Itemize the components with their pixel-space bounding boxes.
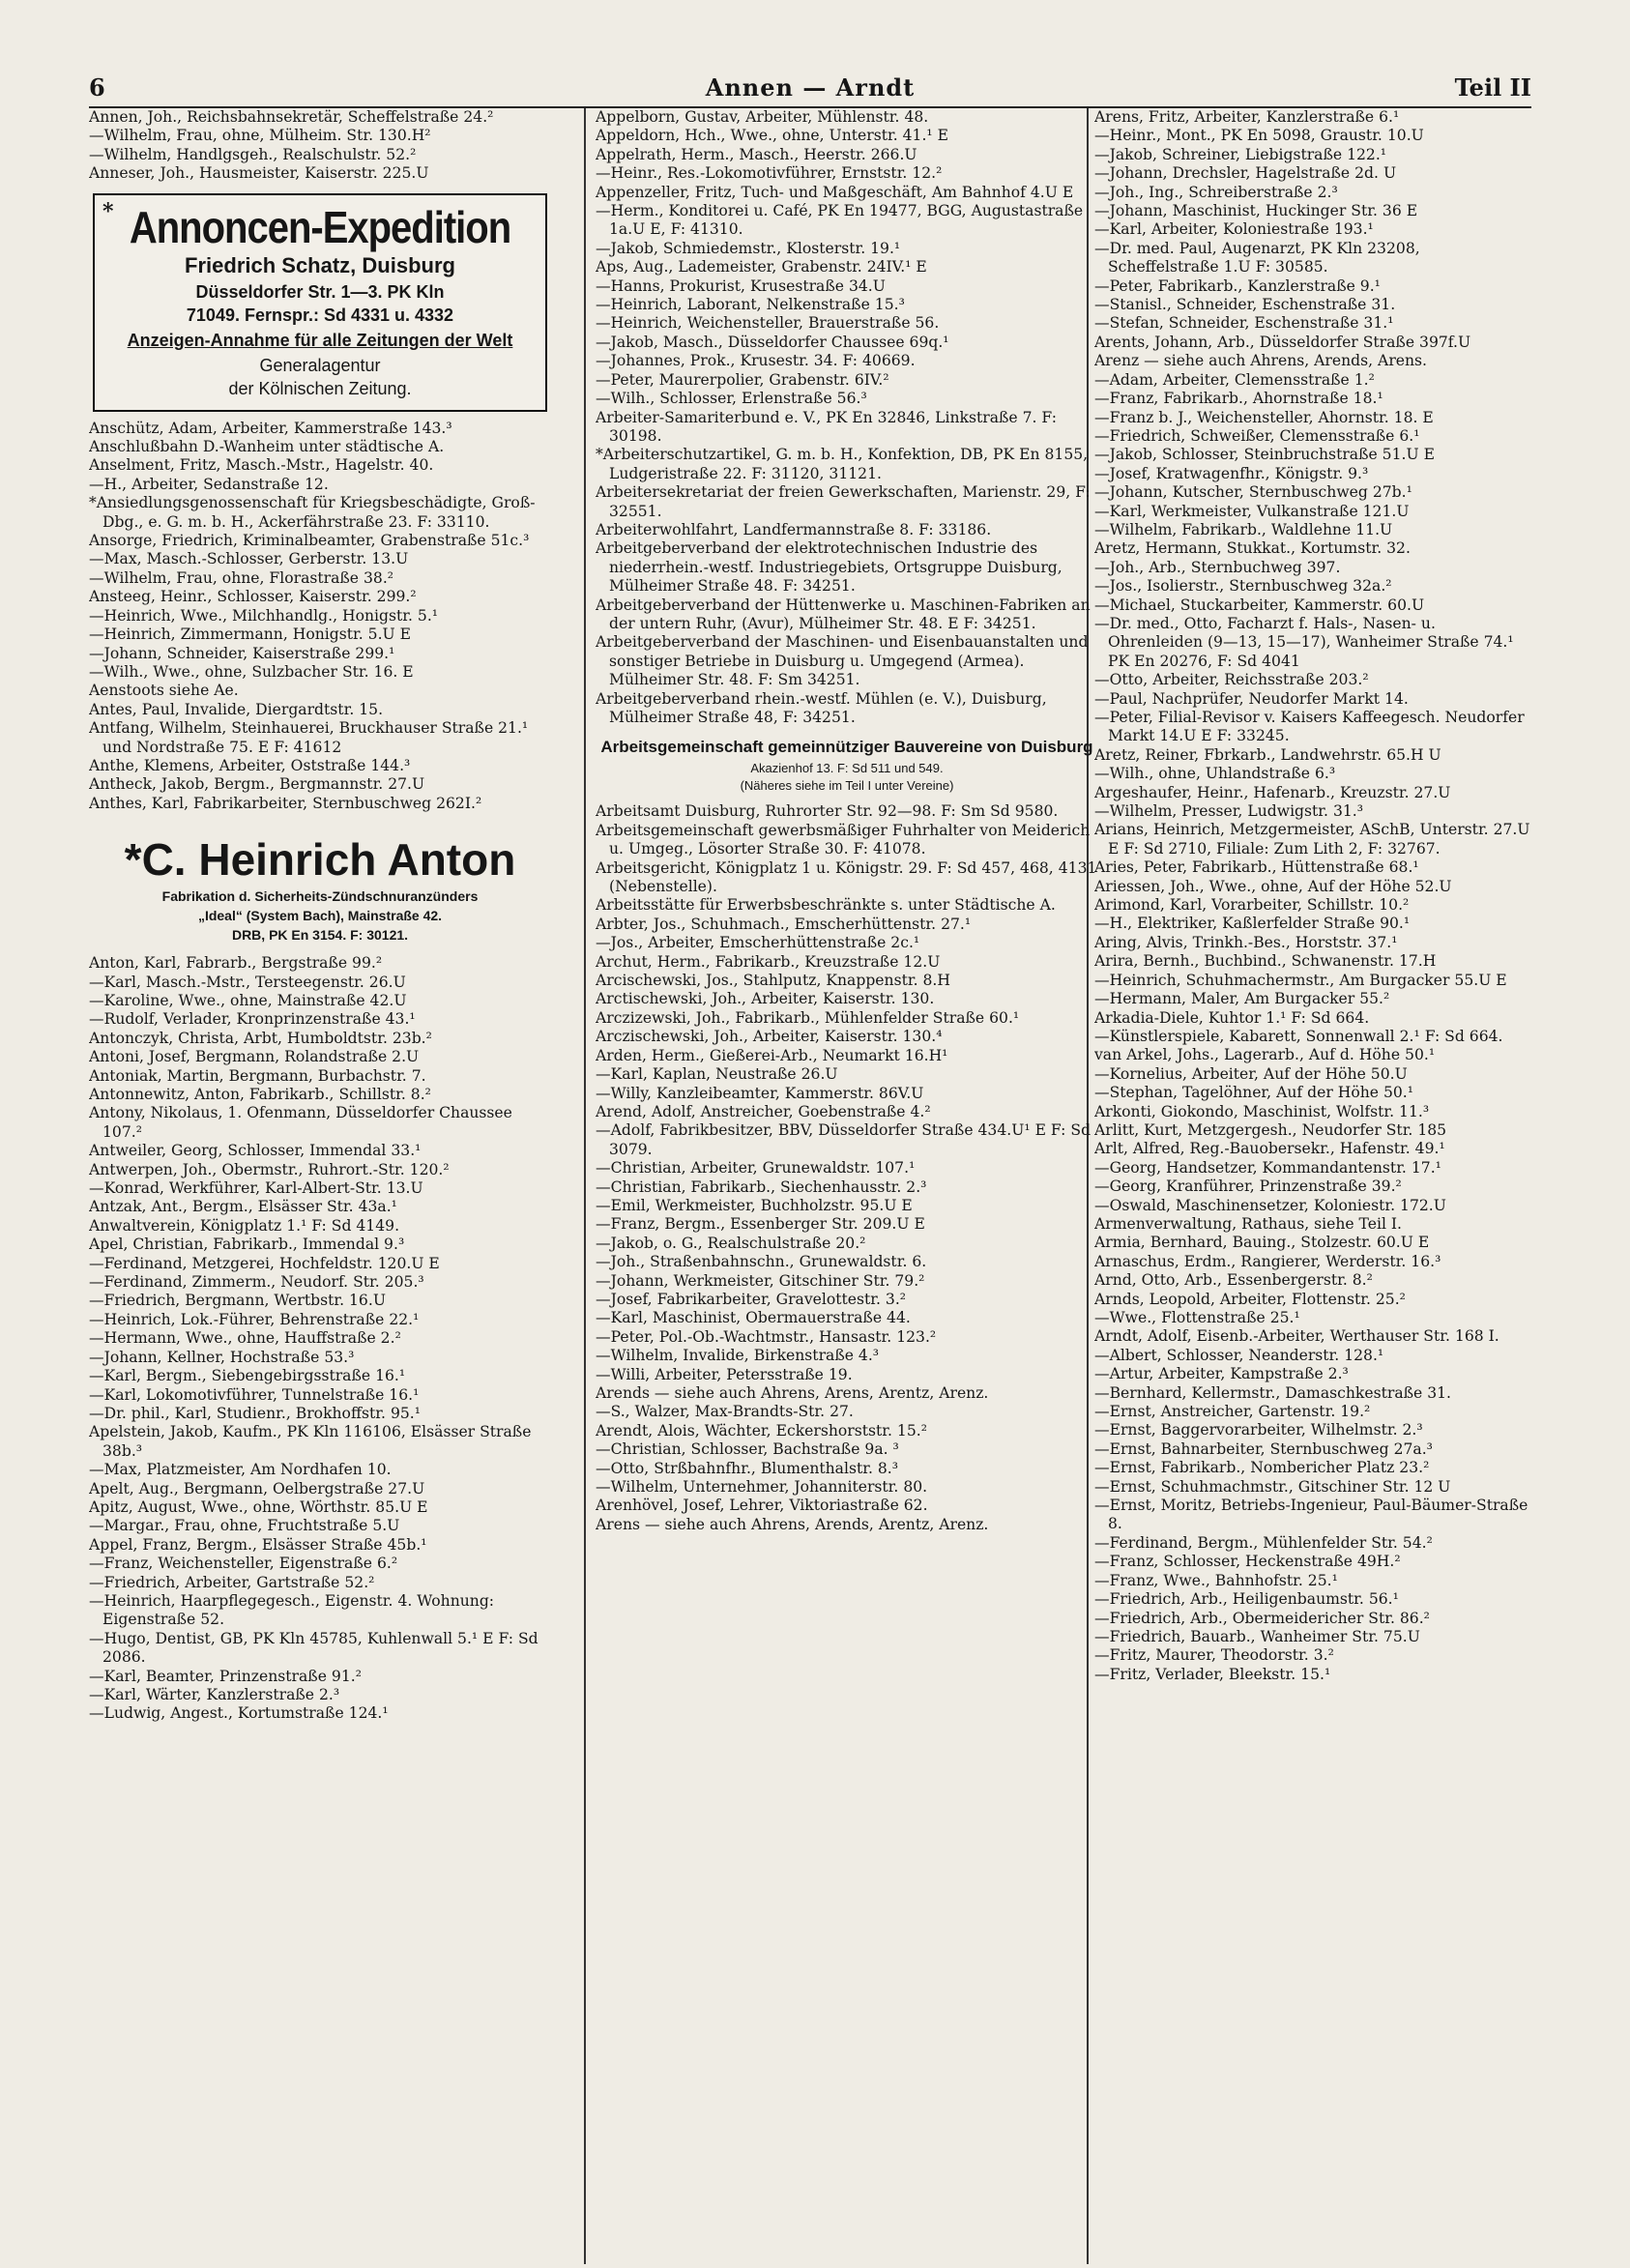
column-divider xyxy=(584,108,586,2264)
directory-entry: Arbeitsamt Duisburg, Ruhrorter Str. 92—98. F: Sm Sd 9580. xyxy=(596,802,1059,821)
directory-entry: —Christian, Fabrikarb., Siechenhausstr. 2.³ xyxy=(596,1178,927,1196)
directory-entry: Arkadia-Diele, Kuhtor 1.¹ F: Sd 664. xyxy=(1094,1008,1370,1027)
directory-entry: —Heinr., Mont., PK En 5098, Graustr. 10.U xyxy=(1094,127,1424,145)
directory-entry: Arenhövel, Josef, Lehrer, Viktoriastraße 62. xyxy=(596,1497,928,1515)
directory-entry: —Willy, Kanzleibeamter, Kammerstr. 86V.U xyxy=(596,1084,924,1102)
directory-entry: *Ansiedlungsgenossenschaft für Kriegsbeschädigte, Groß-Dbg., e. G. m. b. H., Ackerfährstraße 23. F: 33110. xyxy=(89,494,536,531)
directory-entry: Arend, Adolf, Anstreicher, Goebenstraße 4.² xyxy=(596,1102,931,1120)
directory-entry: Arira, Bernh., Buchbind., Schwanenstr. 17.H xyxy=(1094,952,1437,971)
directory-entry: —Wilhelm, Unternehmer, Johanniterstr. 80. xyxy=(596,1478,928,1497)
directory-entry: —Ferdinand, Metzgerei, Hochfeldstr. 120.U E xyxy=(89,1254,440,1272)
directory-entry: —Johann, Werkmeister, Gitschiner Str. 79.² xyxy=(596,1271,925,1290)
directory-entry: Arczizewski, Joh., Fabrikarb., Mühlenfelder Straße 60.¹ xyxy=(596,1008,1020,1027)
directory-entry: —Wilhelm, Frau, ohne, Mülheim. Str. 130.H² xyxy=(89,127,431,145)
directory-entry: Antonczyk, Christa, Arbt, Humboldtstr. 23b.² xyxy=(89,1029,432,1047)
directory-entry: Antes, Paul, Invalide, Diergardtstr. 15. xyxy=(89,700,384,718)
page-number: 6 xyxy=(89,73,105,102)
directory-entry: Arbeitgeberverband rhein.-westf. Mühlen (e. V.), Duisburg, Mülheimer Straße 48, F: 34251. xyxy=(596,689,1047,726)
directory-entry: —Ferdinand, Bergm., Mühlenfelder Str. 54.² xyxy=(1094,1533,1433,1552)
advertisement-arbeitsgemeinschaft xyxy=(596,735,1098,795)
directory-entry: —Max, Masch.-Schlosser, Gerberstr. 13.U xyxy=(89,550,409,568)
directory-entry: Arends — siehe auch Ahrens, Arens, Arentz, Arenz. xyxy=(596,1384,989,1402)
directory-entry: —Peter, Filial-Revisor v. Kaisers Kaffeegesch. Neudorfer Markt 14.U E F: 33245. xyxy=(1094,709,1525,745)
directory-column-3 xyxy=(1094,108,1533,2264)
directory-entry: Antzak, Ant., Bergm., Elsässer Str. 43a.¹ xyxy=(89,1198,397,1216)
directory-entry: —Max, Platzmeister, Am Nordhafen 10. xyxy=(89,1461,392,1479)
directory-entry: —Johann, Schneider, Kaiserstraße 299.¹ xyxy=(89,644,395,662)
directory-entry: —Ernst, Schuhmachmstr., Gitschiner Str. 12 U xyxy=(1094,1477,1451,1496)
directory-entry: Arens — siehe auch Ahrens, Arends, Arentz, Arenz. xyxy=(596,1515,989,1533)
directory-entry: —H., Arbeiter, Sedanstraße 12. xyxy=(89,475,329,493)
directory-entry: —Jakob, Schreiner, Liebigstraße 122.¹ xyxy=(1094,145,1387,163)
directory-entry: Arians, Heinrich, Metzgermeister, ASchB, Unterstr. 27.U E F: Sd 2710, Filiale: Zum Lith 2, F: 32767. xyxy=(1094,821,1530,858)
directory-entry: —Johann, Kutscher, Sternbuschweg 27b.¹ xyxy=(1094,483,1412,502)
directory-entry: —Hanns, Prokurist, Krusestraße 34.U xyxy=(596,276,886,295)
directory-entry: —Stanisl., Schneider, Eschenstraße 31. xyxy=(1094,296,1396,314)
directory-entry: —Karl, Beamter, Prinzenstraße 91.² xyxy=(89,1667,362,1685)
directory-entry: —Wilhelm, Presser, Ludwigstr. 31.³ xyxy=(1094,802,1364,821)
directory-entry: Armenverwaltung, Rathaus, siehe Teil I. xyxy=(1094,1214,1403,1233)
directory-entry: —Ferdinand, Zimmerm., Neudorf. Str. 205.³ xyxy=(89,1273,424,1292)
directory-entry: —Margar., Frau, ohne, Fruchtstraße 5.U xyxy=(89,1517,400,1535)
directory-entry: Aretz, Reiner, Fbrkarb., Landwehrstr. 65.H U xyxy=(1094,745,1441,764)
directory-entry: —Franz, Weichensteller, Eigenstraße 6.² xyxy=(89,1555,398,1573)
directory-entry: —Paul, Nachprüfer, Neudorfer Markt 14. xyxy=(1094,689,1409,708)
directory-entry: —Christian, Arbeiter, Grunewaldstr. 107.¹ xyxy=(596,1159,916,1178)
directory-column-2 xyxy=(596,108,1098,2264)
directory-entry: —Ernst, Baggervorarbeiter, Wilhelmstr. 2.³ xyxy=(1094,1421,1423,1439)
directory-entry: Arnd, Otto, Arb., Essenbergerstr. 8.² xyxy=(1094,1271,1373,1290)
directory-entry: —Karl, Masch.-Mstr., Tersteegenstr. 26.U xyxy=(89,973,406,991)
directory-entry: Arnaschus, Erdm., Rangierer, Werderstr. 16.³ xyxy=(1094,1252,1441,1270)
ad-title: Arbeitsgemeinschaft gemeinnütziger Bauvereine von Duisburg xyxy=(600,738,1093,757)
directory-entry: —S., Walzer, Max-Brandts-Str. 27. xyxy=(596,1403,854,1421)
directory-entry: Arczischewski, Joh., Arbeiter, Kaiserstr. 130.⁴ xyxy=(596,1028,943,1046)
directory-entry: Aretz, Hermann, Stukkat., Kortumstr. 32. xyxy=(1094,539,1411,558)
directory-entry: —Willi, Arbeiter, Petersstraße 19. xyxy=(596,1365,853,1383)
page-part-label: Teil II xyxy=(1454,73,1531,102)
directory-column-1 xyxy=(89,108,551,2264)
directory-entry: —Josef, Fabrikarbeiter, Gravelottestr. 3.² xyxy=(596,1290,907,1308)
directory-entry: —Stephan, Tagelöhner, Auf der Höhe 50.¹ xyxy=(1094,1084,1414,1102)
directory-entry: Arbeitgeberverband der elektrotechnischen Industrie des niederrhein.-westf. Industriegebiets, Ortsgruppe Duisburg, Mülheimer Straße 48. F: 34251. xyxy=(596,539,1062,596)
directory-entry: —Dr. phil., Karl, Studienr., Brokhoffstr. 95.¹ xyxy=(89,1404,421,1422)
directory-entry: *Arbeiterschutzartikel, G. m. b. H., Konfektion, DB, PK En 8155, Ludgeristraße 22. F: 31120, 31121. xyxy=(596,446,1089,482)
directory-entry: —Georg, Handsetzer, Kommandantenstr. 17.¹ xyxy=(1094,1158,1441,1177)
directory-entry: —Christian, Schlosser, Bachstraße 9a. ³ xyxy=(596,1440,899,1459)
directory-entry: —Karoline, Wwe., ohne, Mainstraße 42.U xyxy=(89,991,407,1009)
directory-entry: —Franz, Wwe., Bahnhofstr. 25.¹ xyxy=(1094,1571,1338,1589)
directory-entry: Antwerpen, Joh., Obermstr., Ruhrort.-Str. 120.² xyxy=(89,1160,450,1178)
page-header xyxy=(89,73,1531,108)
directory-entry: Aries, Peter, Fabrikarb., Hüttenstraße 68.¹ xyxy=(1094,858,1419,877)
directory-entry: —Karl, Wärter, Kanzlerstraße 2.³ xyxy=(89,1686,340,1703)
directory-entry: —Jakob, Schlosser, Steinbruchstraße 51.U E xyxy=(1094,446,1435,464)
directory-entry: —Oswald, Maschinensetzer, Koloniestr. 172.U xyxy=(1094,1196,1446,1214)
ad-line: (Näheres siehe im Teil I unter Vereine) xyxy=(740,778,954,794)
directory-entry: Arbeitgeberverband der Maschinen- und Eisenbauanstalten und sonstiger Betriebe in Duisburg u. Umgegend (Armea). Mülheimer Str. 48. F: Sm 34251. xyxy=(596,633,1089,689)
directory-entry: Ariessen, Joh., Wwe., ohne, Auf der Höhe 52.U xyxy=(1094,877,1452,895)
directory-entry: Appelrath, Herm., Masch., Heerstr. 266.U xyxy=(596,145,917,163)
ad-subtitle: Friedrich Schatz, Duisburg xyxy=(185,252,455,277)
directory-entry: —Joh., Ing., Schreiberstraße 2.³ xyxy=(1094,183,1338,201)
directory-entry: —Franz b. J., Weichensteller, Ahornstr. 18. E xyxy=(1094,408,1434,426)
advertisement-heinrich-anton xyxy=(89,832,551,945)
directory-entry: —Wilh., Wwe., ohne, Sulzbacher Str. 16. E xyxy=(89,662,414,681)
directory-entry: Arden, Herm., Gießerei-Arb., Neumarkt 16.H¹ xyxy=(596,1046,948,1064)
directory-entry: Aring, Alvis, Trinkh.-Bes., Horststr. 37.¹ xyxy=(1094,933,1398,951)
directory-entry: Anton, Karl, Fabrarb., Bergstraße 99.² xyxy=(89,954,383,973)
directory-entry: —Otto, Strßbahnfhr., Blumenthalstr. 8.³ xyxy=(596,1459,899,1477)
directory-entry: Arbeitsgemeinschaft gewerbsmäßiger Fuhrhalter von Meiderich u. Umgeg., Lösorter Straße 30. F: 41078. xyxy=(596,821,1091,858)
directory-entry: —Artur, Arbeiter, Kampstraße 2.³ xyxy=(1094,1365,1349,1383)
directory-entry: —Ernst, Bahnarbeiter, Sternbuschweg 27a.³ xyxy=(1094,1439,1433,1458)
directory-entry: —Ernst, Anstreicher, Gartenstr. 19.² xyxy=(1094,1403,1371,1421)
directory-entry: Antony, Nikolaus, 1. Ofenmann, Düsseldorfer Chaussee 107.² xyxy=(89,1104,512,1141)
directory-entry: —Peter, Pol.-Ob.-Wachtmstr., Hansastr. 123.² xyxy=(596,1327,937,1346)
directory-entry: Arimond, Karl, Vorarbeiter, Schillstr. 10.² xyxy=(1094,896,1410,915)
directory-entry: —Friedrich, Arb., Obermeidericher Str. 86.² xyxy=(1094,1609,1430,1627)
directory-entry: Arbter, Jos., Schuhmach., Emscherhüttenstr. 27.¹ xyxy=(596,915,972,933)
directory-entry: —Jakob, Masch., Düsseldorfer Chaussee 69q.¹ xyxy=(596,333,949,351)
directory-entry: —Heinrich, Weichensteller, Brauerstraße 56. xyxy=(596,314,940,333)
directory-entry: —Johann, Kellner, Hochstraße 53.³ xyxy=(89,1348,355,1366)
directory-entry: Antfang, Wilhelm, Steinhauerei, Bruckhauser Straße 21.¹ und Nordstraße 75. E F: 41612 xyxy=(89,719,529,756)
directory-entry: —Friedrich, Schweißer, Clemensstraße 6.¹ xyxy=(1094,426,1420,445)
directory-entry: Arents, Johann, Arb., Düsseldorfer Straße 397f.U xyxy=(1094,333,1471,351)
directory-entry: —Joh., Arb., Sternbuchweg 397. xyxy=(1094,558,1341,576)
directory-entry: —Jakob, o. G., Realschulstraße 20.² xyxy=(596,1234,866,1252)
directory-entry: —Heinrich, Haarpflegegesch., Eigenstr. 4. Wohnung: Eigenstraße 52. xyxy=(89,1591,495,1629)
directory-entry: —Karl, Lokomotivführer, Tunnelstraße 16.¹ xyxy=(89,1385,420,1404)
directory-entry: Anthe, Klemens, Arbeiter, Oststraße 144.³ xyxy=(89,756,411,774)
directory-entry: —Wilhelm, Fabrikarb., Waldlehne 11.U xyxy=(1094,520,1393,538)
directory-entry: Appeldorn, Hch., Wwe., ohne, Unterstr. 41.¹ E xyxy=(596,127,949,145)
directory-entry: —Fritz, Verlader, Bleekstr. 15.¹ xyxy=(1094,1665,1331,1683)
directory-entry: Aps, Aug., Lademeister, Grabenstr. 24IV.¹ E xyxy=(596,258,927,276)
directory-entry: Arbeitgeberverband der Hüttenwerke u. Maschinen-Fabriken an der untern Ruhr, (Avur), Mülheimer Str. 48. E F: 34251. xyxy=(596,596,1091,632)
directory-entry: —Wilhelm, Handlgsgeh., Realschulstr. 52.² xyxy=(89,145,417,163)
directory-entry: —Franz, Fabrikarb., Ahornstraße 18.¹ xyxy=(1094,390,1383,408)
directory-entry: Antweiler, Georg, Schlosser, Immendal 33.¹ xyxy=(89,1142,422,1160)
directory-entry: Anschütz, Adam, Arbeiter, Kammerstraße 143.³ xyxy=(89,419,452,437)
directory-entry: Apelstein, Jakob, Kaufm., PK Kln 116106, Elsässer Straße 38b.³ xyxy=(89,1423,532,1460)
directory-entry: —Dr. med., Otto, Facharzt f. Hals-, Nasen- u. Ohrenleiden (9—13, 15—17), Wanheimer Straße 74.¹ PK En 20276, F: Sd 4041 xyxy=(1094,614,1514,670)
directory-entry: —Johann, Drechsler, Hagelstraße 2d. U xyxy=(1094,164,1397,183)
directory-entry: —Heinrich, Zimmermann, Honigstr. 5.U E xyxy=(89,625,412,644)
directory-entry: —Jos., Isolierstr., Sternbuschweg 32a.² xyxy=(1094,577,1392,596)
directory-entry: —Joh., Straßenbahnschn., Grunewaldstr. 6. xyxy=(596,1253,927,1271)
directory-entry: Anthes, Karl, Fabrikarbeiter, Sternbuschweg 262I.² xyxy=(89,794,482,812)
directory-entry: —Wilhelm, Frau, ohne, Florastraße 38.² xyxy=(89,568,394,587)
directory-entry: —Heinrich, Lok.-Führer, Behrenstraße 22.¹ xyxy=(89,1310,420,1328)
directory-entry: Arenz — siehe auch Ahrens, Arends, Arens. xyxy=(1094,352,1428,370)
directory-entry: —Johann, Maschinist, Huckinger Str. 36 E xyxy=(1094,202,1418,220)
directory-entry: —Heinr., Res.-Lokomotivführer, Ernststr. 12.² xyxy=(596,164,943,183)
directory-entry: Anwaltverein, Königplatz 1.¹ F: Sd 4149. xyxy=(89,1216,400,1235)
ad-asterisk: * xyxy=(102,198,114,224)
directory-entry: —Otto, Arbeiter, Reichsstraße 203.² xyxy=(1094,671,1369,689)
directory-entry: —Adam, Arbeiter, Clemensstraße 1.² xyxy=(1094,370,1375,389)
directory-entry: Anschlußbahn D.-Wanheim unter städtische A. xyxy=(89,438,445,456)
directory-entry: Aenstoots siehe Ae. xyxy=(89,682,239,700)
directory-entry: —Friedrich, Bauarb., Wanheimer Str. 75.U xyxy=(1094,1627,1420,1645)
directory-entry: —Friedrich, Arbeiter, Gartstraße 52.² xyxy=(89,1573,375,1591)
directory-entry: Apelt, Aug., Bergmann, Oelbergstraße 27.U xyxy=(89,1479,425,1497)
directory-entry: Argeshaufer, Heinr., Hafenarb., Kreuzstr. 27.U xyxy=(1094,783,1451,801)
page-range-title: Annen — Arndt xyxy=(705,73,916,102)
directory-entry: —Emil, Werkmeister, Buchholzstr. 95.U E xyxy=(596,1196,913,1214)
ad-address-line: Düsseldorfer Str. 1—3. PK Kln xyxy=(195,281,445,302)
directory-entry: —Karl, Arbeiter, Koloniestraße 193.¹ xyxy=(1094,220,1374,239)
ad-title: Annoncen-Expedition xyxy=(129,203,511,252)
directory-entry: Antoni, Josef, Bergmann, Rolandstraße 2.U xyxy=(89,1048,420,1066)
directory-entry: Arndt, Adolf, Eisenb.-Arbeiter, Werthauser Str. 168 I. xyxy=(1094,1327,1499,1346)
directory-entry: van Arkel, Johs., Lagerarb., Auf d. Höhe 50.¹ xyxy=(1094,1046,1436,1064)
directory-entry: —Jos., Arbeiter, Emscherhüttenstraße 2c.¹ xyxy=(596,934,920,952)
directory-entry: —Josef, Kratwagenfhr., Königstr. 9.³ xyxy=(1094,464,1369,482)
directory-entry: Arlitt, Kurt, Metzgergesh., Neudorfer Str. 185 xyxy=(1094,1120,1447,1139)
directory-entry: —Heinrich, Laborant, Nelkenstraße 15.³ xyxy=(596,296,905,314)
directory-entry: Appel, Franz, Bergm., Elsässer Straße 45b.¹ xyxy=(89,1535,427,1554)
ad-tagline: Anzeigen-Annahme für alle Zeitungen der Welt xyxy=(127,330,513,350)
ad-agency-line: Generalagentur xyxy=(259,355,381,375)
directory-entry: —H., Elektriker, Kaßlerfelder Straße 90.¹ xyxy=(1094,915,1411,933)
directory-entry: —Peter, Maurerpolier, Grabenstr. 6IV.² xyxy=(596,370,889,389)
directory-entry: —Fritz, Maurer, Theodorstr. 3.² xyxy=(1094,1646,1334,1665)
directory-entry: —Bernhard, Kellermstr., Damaschkestraße 31. xyxy=(1094,1383,1452,1402)
directory-entry: —Ernst, Fabrikarb., Nombericher Platz 23.² xyxy=(1094,1459,1430,1477)
directory-entry: Arctischewski, Joh., Arbeiter, Kaiserstr. 130. xyxy=(596,990,935,1008)
directory-entry: —Ludwig, Angest., Kortumstraße 124.¹ xyxy=(89,1704,389,1723)
directory-entry: Anneser, Joh., Hausmeister, Kaiserstr. 225.U xyxy=(89,164,429,183)
directory-entry: —Wilh., Schlosser, Erlenstraße 56.³ xyxy=(596,390,867,408)
directory-entry: Arbeitsgericht, Königplatz 1 u. Königstr. 29. F: Sd 457, 468, 4131 (Nebenstelle). xyxy=(596,858,1097,896)
directory-entry: Arens, Fritz, Arbeiter, Kanzlerstraße 6.¹ xyxy=(1094,108,1400,126)
directory-entry: —Peter, Fabrikarb., Kanzlerstraße 9.¹ xyxy=(1094,276,1381,295)
directory-entry: —Ernst, Moritz, Betriebs-Ingenieur, Paul-Bäumer-Straße 8. xyxy=(1094,1497,1528,1533)
directory-entry: —Karl, Bergm., Siebengebirgsstraße 16.¹ xyxy=(89,1367,406,1385)
directory-entry: Ansorge, Friedrich, Kriminalbeamter, Grabenstraße 51c.³ xyxy=(89,532,530,550)
directory-entry: Appelborn, Gustav, Arbeiter, Mühlenstr. 48. xyxy=(596,108,929,126)
ad-line: Fabrikation d. Sicherheits-Zündschnuranzünders xyxy=(161,888,479,905)
directory-entry: —Albert, Schlosser, Neanderstr. 128.¹ xyxy=(1094,1346,1384,1364)
directory-entry: Arlt, Alfred, Reg.-Bauobersekr., Hafenstr. 49.¹ xyxy=(1094,1140,1445,1158)
directory-entry: Arbeitersekretariat der freien Gewerkschaften, Marienstr. 29, F: 32551. xyxy=(596,483,1091,520)
directory-entry: —Kornelius, Arbeiter, Auf der Höhe 50.U xyxy=(1094,1064,1408,1083)
directory-entry: Archut, Herm., Fabrikarb., Kreuzstraße 12.U xyxy=(596,952,941,971)
directory-entry: Anselment, Fritz, Masch.-Mstr., Hagelstr. 40. xyxy=(89,456,434,475)
directory-entry: Apel, Christian, Fabrikarb., Immendal 9.³ xyxy=(89,1236,405,1254)
directory-entry: —Hugo, Dentist, GB, PK Kln 45785, Kuhlenwall 5.¹ E F: Sd 2086. xyxy=(89,1629,538,1667)
directory-entry: —Jakob, Schmiedemstr., Klosterstr. 19.¹ xyxy=(596,239,901,257)
directory-entry: Arbeiterwohlfahrt, Landfermannstraße 8. F: 33186. xyxy=(596,520,992,538)
directory-entry: —Rudolf, Verlader, Kronprinzenstraße 43.¹ xyxy=(89,1010,416,1029)
directory-entry: —Adolf, Fabrikbesitzer, BBV, Düsseldorfer Straße 434.U¹ E F: Sd 3079. xyxy=(596,1121,1092,1158)
directory-entry: —Stefan, Schneider, Eschenstraße 31.¹ xyxy=(1094,314,1394,333)
directory-entry: —Friedrich, Arb., Heiligenbaumstr. 56.¹ xyxy=(1094,1590,1399,1609)
directory-entry: Armia, Bernhard, Bauing., Stolzestr. 60.U E xyxy=(1094,1234,1430,1252)
directory-entry: —Heinrich, Schuhmachermstr., Am Burgacker 55.U E xyxy=(1094,971,1507,989)
directory-entry: Arnds, Leopold, Arbeiter, Flottenstr. 25.² xyxy=(1094,1290,1406,1308)
ad-address-line: 71049. Fernspr.: Sd 4331 u. 4332 xyxy=(186,305,454,325)
directory-entry: —Dr. med. Paul, Augenarzt, PK Kln 23208, Scheffelstraße 1.U F: 30585. xyxy=(1094,239,1420,276)
directory-entry: Annen, Joh., Reichsbahnsekretär, Scheffelstraße 24.² xyxy=(89,108,494,126)
directory-entry: —Franz, Bergm., Essenberger Str. 209.U E xyxy=(596,1215,925,1234)
directory-entry: Ansteeg, Heinr., Schlosser, Kaiserstr. 299.² xyxy=(89,588,417,606)
ad-agency-line: der Kölnischen Zeitung. xyxy=(228,378,412,398)
directory-entry: Appenzeller, Fritz, Tuch- und Maßgeschäft, Am Bahnhof 4.U E xyxy=(596,183,1074,201)
advertisement-annoncen-expedition xyxy=(93,193,547,412)
directory-entry: —Hermann, Wwe., ohne, Hauffstraße 2.² xyxy=(89,1329,401,1348)
directory-entry: Arbeiter-Samariterbund e. V., PK En 32846, Linkstraße 7. F: 30198. xyxy=(596,408,1057,445)
directory-entry: —Herm., Konditorei u. Café, PK En 19477, BGG, Augustastraße 1a.U E, F: 41310. xyxy=(596,202,1084,239)
directory-entry: Arendt, Alois, Wächter, Eckershorststr. 15.² xyxy=(596,1421,927,1439)
directory-entry: —Wwe., Flottenstraße 25.¹ xyxy=(1094,1309,1300,1326)
directory-entry: —Johannes, Prok., Krusestr. 34. F: 40669. xyxy=(596,352,916,370)
directory-entry: Arbeitsstätte für Erwerbsbeschränkte s. unter Städtische A. xyxy=(596,896,1056,915)
directory-entry: Antoniak, Martin, Bergmann, Burbachstr. 7. xyxy=(89,1066,426,1085)
directory-entry: —Wilh., ohne, Uhlandstraße 6.³ xyxy=(1094,765,1336,783)
directory-entry: —Karl, Maschinist, Obermauerstraße 44. xyxy=(596,1309,911,1327)
directory-entry: —Hermann, Maler, Am Burgacker 55.² xyxy=(1094,990,1390,1008)
directory-entry: —Michael, Stuckarbeiter, Kammerstr. 60.U xyxy=(1094,596,1425,614)
directory-entry: —Franz, Schlosser, Heckenstraße 49H.² xyxy=(1094,1553,1401,1571)
ad-title: *C. Heinrich Anton xyxy=(124,834,516,886)
directory-entry: Arcischewski, Jos., Stahlputz, Knappenstr. 8.H xyxy=(596,972,950,990)
ad-line: DRB, PK En 3154. F: 30121. xyxy=(231,927,409,944)
directory-entry: —Konrad, Werkführer, Karl-Albert-Str. 13.U xyxy=(89,1179,423,1198)
directory-entry: Arkonti, Giokondo, Maschinist, Wolfstr. 11.³ xyxy=(1094,1102,1430,1120)
directory-entry: —Heinrich, Wwe., Milchhandlg., Honigstr. 5.¹ xyxy=(89,606,439,625)
directory-entry: —Künstlerspiele, Kabarett, Sonnenwall 2.¹ F: Sd 664. xyxy=(1094,1027,1503,1045)
directory-entry: Antheck, Jakob, Bergm., Bergmannstr. 27.U xyxy=(89,775,425,794)
directory-entry: —Wilhelm, Invalide, Birkenstraße 4.³ xyxy=(596,1347,880,1365)
directory-entry: —Georg, Kranführer, Prinzenstraße 39.² xyxy=(1094,1178,1402,1196)
ad-line: Akazienhof 13. F: Sd 511 und 549. xyxy=(750,761,944,776)
directory-entry: Antonnewitz, Anton, Fabrikarb., Schillstr. 8.² xyxy=(89,1086,431,1103)
directory-entry: —Karl, Werkmeister, Vulkanstraße 121.U xyxy=(1094,502,1410,520)
directory-entry: —Friedrich, Bergmann, Wertbstr. 16.U xyxy=(89,1292,386,1310)
directory-entry: —Karl, Kaplan, Neustraße 26.U xyxy=(596,1065,838,1084)
directory-entry: Apitz, August, Wwe., ohne, Wörthstr. 85.U E xyxy=(89,1497,428,1516)
ad-line: „Ideal“ (System Bach), Mainstraße 42. xyxy=(197,908,443,924)
